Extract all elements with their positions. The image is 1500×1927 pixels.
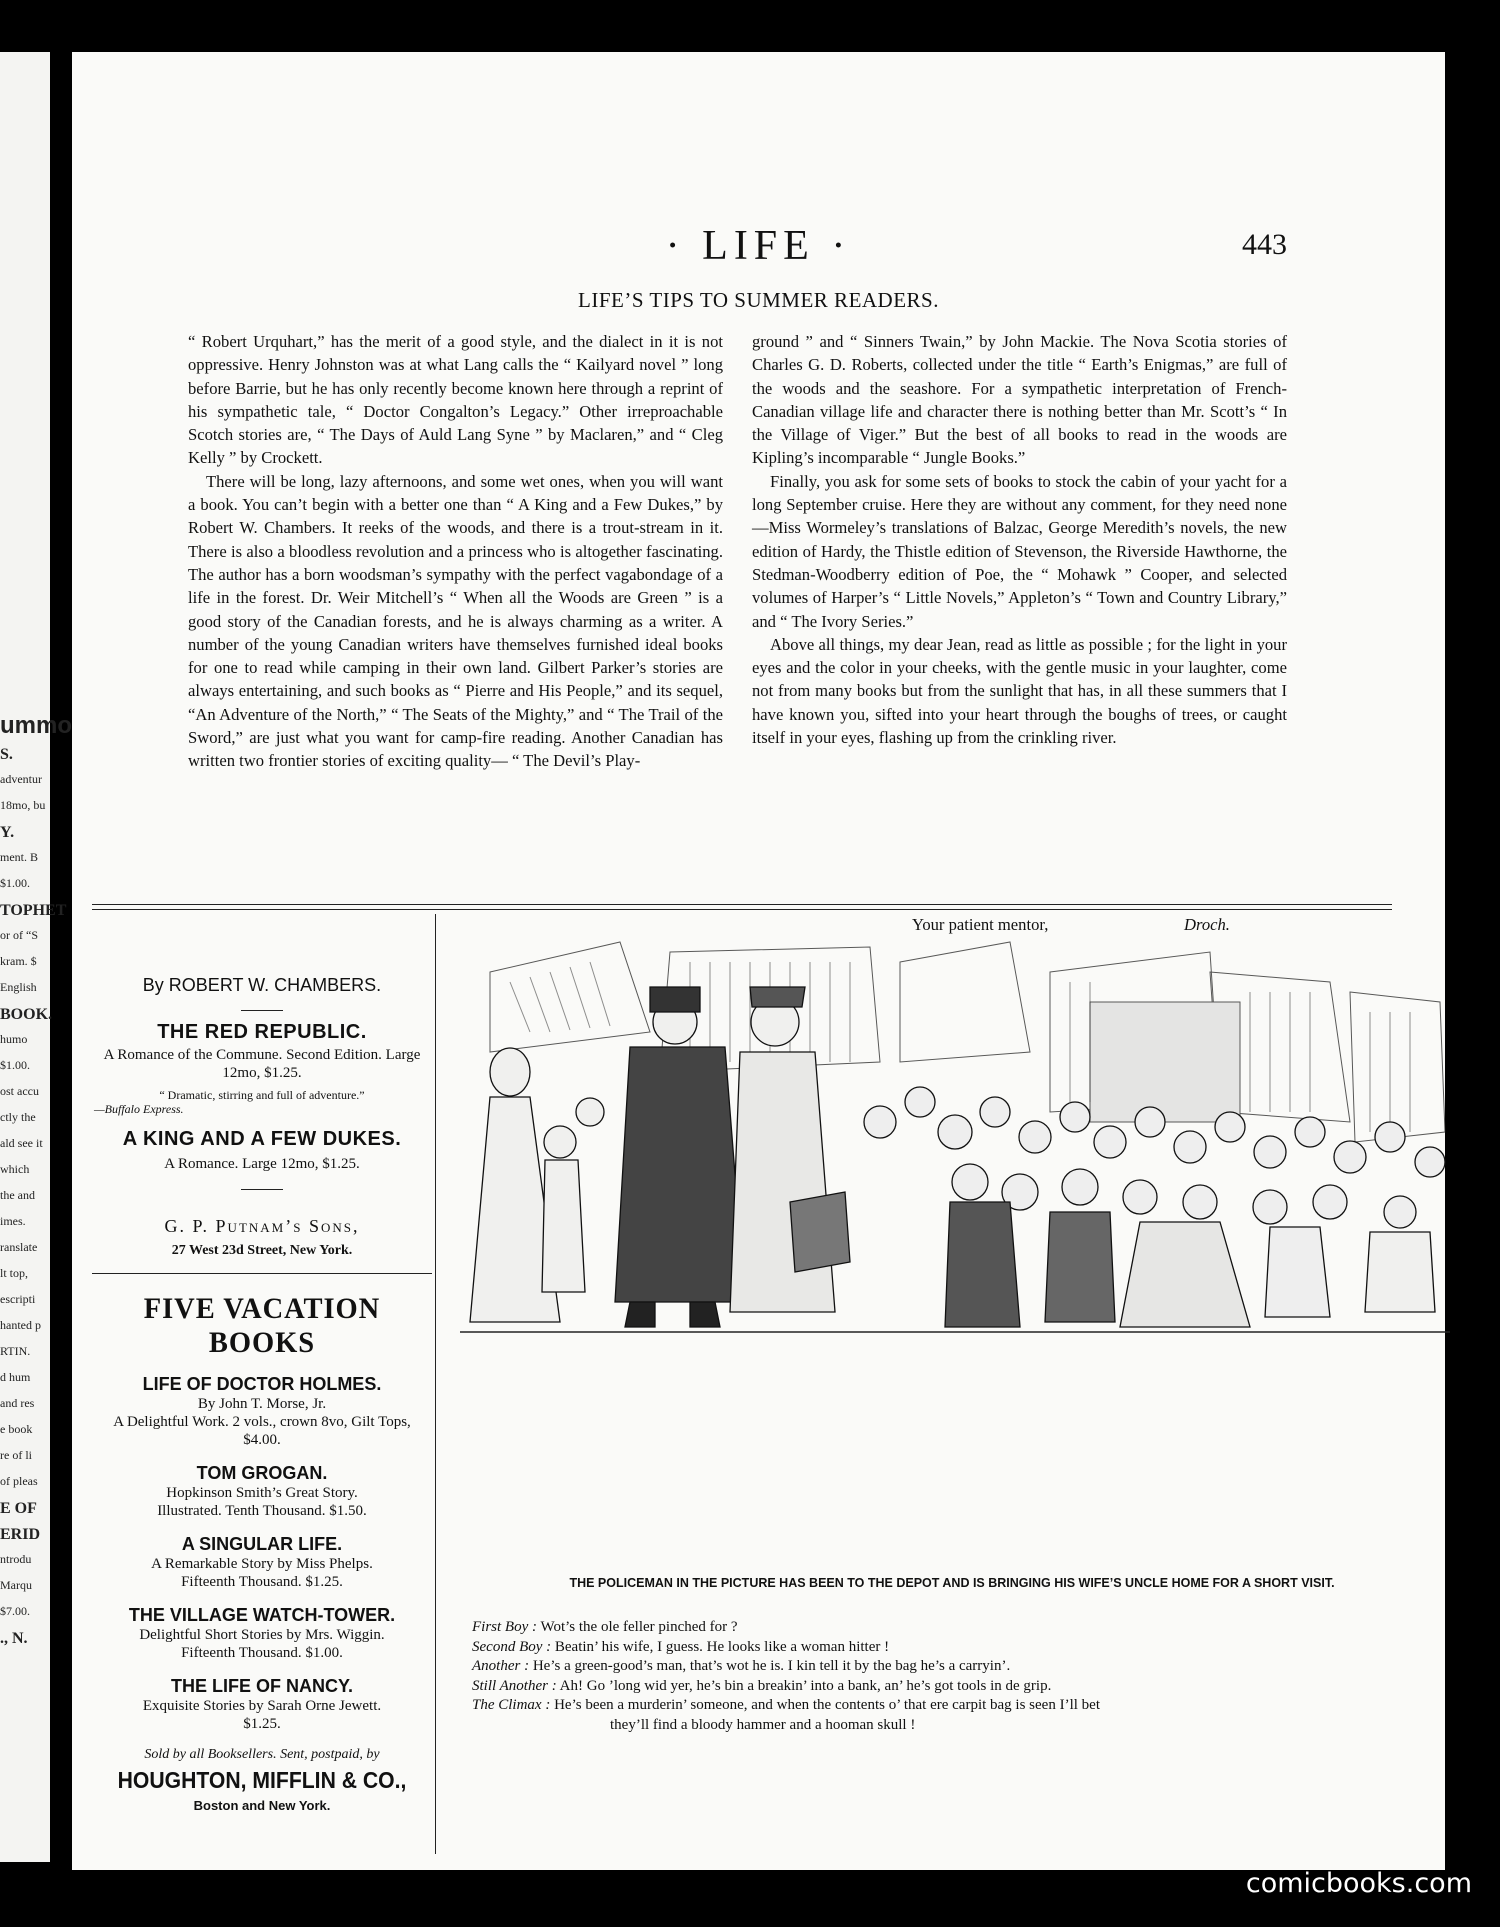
previous-page-fragment: re of li xyxy=(0,1448,32,1462)
quote-source: —Buffalo Express. xyxy=(94,1102,184,1116)
speaker: Second Boy : xyxy=(472,1638,552,1655)
book-author: Hopkinson Smith’s Great Story. xyxy=(166,1485,358,1501)
magazine-page xyxy=(72,52,1445,1870)
book-author: Exquisite Stories by Sarah Orne Jewett. xyxy=(142,1698,382,1714)
previous-page-fragment: ummo xyxy=(0,712,72,739)
previous-page-fragment: ald see it xyxy=(0,1136,43,1150)
previous-page-fragment: humo xyxy=(0,1032,28,1046)
previous-page-fragment: of pleas xyxy=(0,1474,38,1488)
author-name: Droch. xyxy=(1184,915,1230,934)
article-paragraph: Above all things, my dear Jean, read as little as possible ; for the light in your eyes and the color in your cheeks, with the gentle music in your laughter, come not from many books but from the sunlight that has, in all these summers that I have known you, sifted into your heart through the boughs of trees, or caught itself in your eyes, flashing up from the crinkling river. xyxy=(752,634,1287,748)
book-description: Fifteenth Thousand. $1.25. xyxy=(181,1574,343,1590)
dialogue-line xyxy=(472,1657,1452,1677)
previous-page-fragment: 18mo, bu xyxy=(0,798,46,812)
book-author: Delightful Short Stories by Mrs. Wiggin. xyxy=(139,1627,385,1643)
signoff-text: Your patient mentor, xyxy=(912,915,1049,934)
spoken-line-continued: they’ll find a bloody hammer and a hooman skull ! xyxy=(610,1716,916,1733)
previous-page-fragment: imes. xyxy=(0,1214,26,1228)
watermark: comicbooks.com xyxy=(1245,1868,1472,1899)
book-title: THE RED REPUBLIC. xyxy=(157,1021,367,1043)
sold-by-line: Sold by all Booksellers. Sent, postpaid, by xyxy=(144,1747,380,1762)
book-title: TOM GROGAN. xyxy=(196,1463,328,1483)
previous-page-fragment: $1.00. xyxy=(0,1058,30,1072)
divider-rule xyxy=(241,1010,283,1011)
article-paragraph: Finally, you ask for some sets of books to stock the cabin of your yacht for a long September cruise. Here they are without any comment, for they need none—Miss Wormeley’s translations of Balzac, George Meredith’s novels, the new edition of Hardy, the Thistle edition of Stevenson, the Riverside Hawthorne, the Stedman-Woodberry edition of Poe, the “ Mohawk ” Cooper, and selected volumes of Harper’s “ Little Novels,” Appleton’s “ Town and Country Library,” and “ The Ivory Series.” xyxy=(752,471,1287,631)
book-description: A Romance. Large 12mo, $1.25. xyxy=(164,1156,360,1172)
ad-header: FIVE VACATION BOOKS xyxy=(143,1292,381,1359)
article-paragraph: “ Robert Urquhart,” has the merit of a good style, and the dialect in it is not oppressive. Henry Johnston was at what Lang calls the “ Kailyard novel ” long before Barrie, but he has only recently become known here through a reprint of his sympathetic tale, “ Doctor Congalton’s Legacy.” Other irreproachable Scotch stories are, “ The Days of Auld Lang Syne ” by Maclaren,” and “ Cleg Kelly ” by Crockett. xyxy=(188,332,723,468)
previous-page-fragment: lt top, xyxy=(0,1266,29,1280)
book-author: By John T. Morse, Jr. xyxy=(197,1396,327,1412)
book-title: THE LIFE OF NANCY. xyxy=(170,1676,353,1696)
article-paragraph: ground ” and “ Sinners Twain,” by John Mackie. The Nova Scotia stories of Charles G. D. Roberts, collected under the title “ Earth’s Enigmas,” are full of the woods and the seashore. For a sympathetic interpretation of French-Canadian village life and character there is nothing better than Mr. Scott’s “ In the Village of Viger.” But the best of all books to read in the woods are Kipling’s incomparable “ Jungle Books.” xyxy=(752,332,1287,468)
previous-page-fragment: or of “S xyxy=(0,928,38,942)
publisher-name: HOUGHTON, MIFFLIN & CO., xyxy=(117,1767,407,1793)
speaker: Another : xyxy=(472,1658,530,1674)
previous-page-fragment: ment. B xyxy=(0,850,38,864)
previous-page-fragment: Marqu xyxy=(0,1578,32,1592)
previous-page-fragment: and res xyxy=(0,1396,35,1410)
previous-page-fragment: $1.00. xyxy=(0,876,30,890)
previous-page-fragment: $7.00. xyxy=(0,1604,30,1618)
book-author: A Remarkable Story by Miss Phelps. xyxy=(151,1556,373,1572)
previous-page-fragment: escripti xyxy=(0,1292,36,1306)
previous-page-fragment: which xyxy=(0,1162,30,1176)
previous-page-fragment: ., N. xyxy=(0,1630,28,1647)
cartoon-dialogue xyxy=(472,1618,1452,1735)
previous-page-fragment: Y. xyxy=(0,824,15,841)
previous-page-fragment: ctly the xyxy=(0,1110,36,1124)
divider-rule xyxy=(92,1273,432,1274)
spoken-line: Ah! Go ’long wid yer, he’s bin a breakin’ into a bank, an’ he’s got tools in de grip. xyxy=(559,1677,1052,1694)
previous-page-fragment: ost accu xyxy=(0,1084,39,1098)
spoken-line: He’s a green-good’s man, that’s wot he is. I kin tell it by the bag he’s a carryin’. xyxy=(532,1658,1011,1674)
dialogue-line xyxy=(472,1638,1452,1658)
dialogue-line xyxy=(472,1618,1452,1638)
previous-page-fragment: BOOK. xyxy=(0,1006,53,1023)
column-rule xyxy=(435,914,436,1854)
previous-page-fragment: kram. $ xyxy=(0,954,37,968)
article-right-column xyxy=(752,330,1287,749)
previous-page-fragment: adventur xyxy=(0,772,42,786)
spoken-line: Beatin’ his wife, I guess. He looks like a woman hitter ! xyxy=(554,1638,890,1655)
publisher-name: G. P. Putnam’s Sons, xyxy=(164,1216,360,1236)
previous-page-fragment: S. xyxy=(0,746,13,763)
article-paragraph: There will be long, lazy afternoons, and some wet ones, when you will want a book. You can’t begin with a better one than “ A King and a Few Dukes,” by Robert W. Chambers. It reeks of the woods, and there is a trout-stream in it. There is also a bloodless revolution and a princess who is altogether fascinating. The author has a born woodsman’s sympathy with the perfect vagabondage of a life in the forest. Dr. Weir Mitchell’s “ When all the Woods are Green ” is a good story of the Canadian forests, and he is always charming as a writer. A number of the young Canadian writers have themselves furnished ideal books for one to read while camping in their own land. Gilbert Parker’s stories are always entertaining, and such books as “ Pierre and His People,” and its sequel, “An Adventure of the North,” “ The Seats of the Mighty,” and “ The Trail of the Sword,” are just what you want for camp-fire reading. Another Canadian has written two frontier stories of exciting quality— “ The Devil’s Play- xyxy=(188,471,723,771)
book-description: A Delightful Work. 2 vols., crown 8vo, Gilt Tops, $4.00. xyxy=(113,1414,411,1448)
previous-page-fragment: ranslate xyxy=(0,1240,38,1254)
cartoon-caption: THE POLICEMAN IN THE PICTURE HAS BEEN TO THE DEPOT AND IS BRINGING HIS WIFE’S UNCLE HOME FOR A SHORT VISIT. xyxy=(569,1576,1335,1590)
previous-page-fragment: the and xyxy=(0,1188,35,1202)
previous-page-fragment: d hum xyxy=(0,1370,31,1384)
previous-page-fragment: ntrodu xyxy=(0,1552,32,1566)
previous-page-strip xyxy=(0,52,72,1862)
book-title: THE VILLAGE WATCH-TOWER. xyxy=(128,1605,396,1625)
speaker: Still Another : xyxy=(472,1677,557,1694)
ad-author-line: By ROBERT W. CHAMBERS. xyxy=(142,975,382,995)
book-description: $1.25. xyxy=(243,1716,281,1732)
previous-page-fragment: hanted p xyxy=(0,1318,41,1332)
cartoon-illustration xyxy=(450,932,1460,1352)
publisher-address: 27 West 23d Street, New York. xyxy=(171,1243,353,1258)
book-description: Illustrated. Tenth Thousand. $1.50. xyxy=(157,1503,367,1519)
speaker: The Climax : xyxy=(472,1697,551,1713)
dialogue-line xyxy=(472,1677,1452,1697)
book-title: LIFE OF DOCTOR HOLMES. xyxy=(142,1374,382,1394)
dialogue-line xyxy=(472,1696,1452,1735)
previous-page-fragment: E OF xyxy=(0,1500,37,1517)
divider-rule xyxy=(241,1189,283,1190)
advertisement-column xyxy=(92,957,432,1813)
book-description: A Romance of the Commune. Second Edition. Large 12mo, $1.25. xyxy=(103,1047,421,1081)
previous-page-fragment: TOPHET xyxy=(0,902,67,919)
speaker: First Boy : xyxy=(472,1619,537,1635)
publisher-address: Boston and New York. xyxy=(193,1798,331,1813)
masthead: · LIFE · xyxy=(665,223,852,269)
crowd-figures xyxy=(470,987,1445,1327)
article-title: LIFE’S TIPS TO SUMMER READERS. xyxy=(578,288,939,312)
previous-page-fragment: RTIN. xyxy=(0,1344,31,1358)
ad-chambers xyxy=(92,975,432,1259)
spoken-line: He’s been a murderin’ someone, and when the contents o’ that ere carpit bag is seen I’ll bet xyxy=(554,1697,1100,1713)
previous-page-fragment: e book xyxy=(0,1422,33,1436)
divider-rule xyxy=(92,904,1392,905)
book-review-quote xyxy=(92,1088,432,1116)
book-title: A SINGULAR LIFE. xyxy=(181,1534,343,1554)
page-number: 443 xyxy=(1242,228,1287,261)
divider-rule xyxy=(92,909,1392,910)
quote-text: “ Dramatic, stirring and full of adventure.” xyxy=(159,1088,365,1102)
article-left-column xyxy=(188,330,723,773)
book-description: Fifteenth Thousand. $1.00. xyxy=(181,1645,343,1661)
ad-houghton xyxy=(92,1292,432,1813)
spoken-line: Wot’s the ole feller pinched for ? xyxy=(540,1619,738,1635)
book-title: A KING AND A FEW DUKES. xyxy=(122,1128,402,1150)
previous-page-fragment: ERID xyxy=(0,1526,41,1543)
previous-page-fragment: English xyxy=(0,980,37,994)
